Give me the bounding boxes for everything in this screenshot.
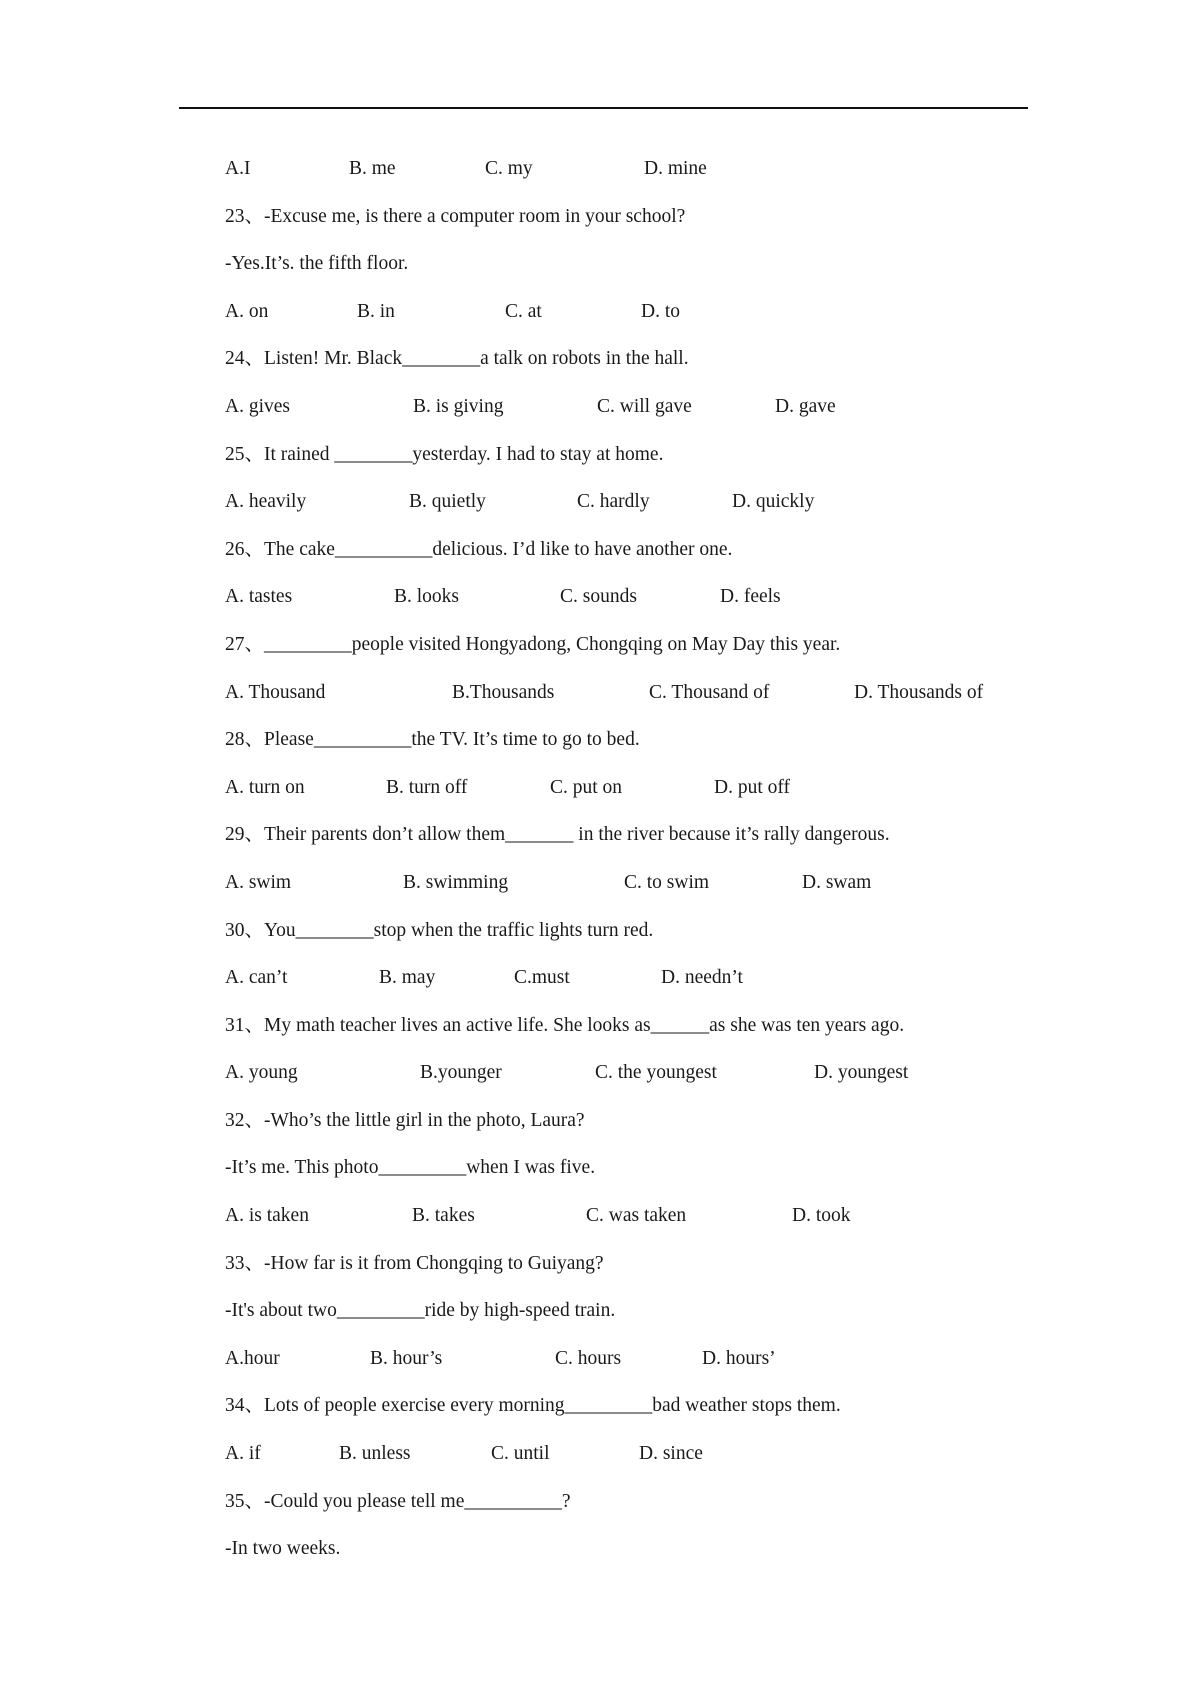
option-b: B. hour’s [370, 1347, 443, 1369]
question-text: 27、_________people visited Hongyadong, Chongqing on May Day this year. [225, 633, 841, 655]
option-d: D. put off [714, 776, 791, 798]
option-c: C. hours [555, 1347, 622, 1369]
option-a: A. Thousand [225, 681, 326, 703]
question-text: -Yes.It’s. the fifth floor. [225, 253, 409, 275]
option-a: A. tastes [225, 586, 293, 608]
option-d: D. took [792, 1205, 851, 1227]
question-text: -In two weeks. [225, 1538, 341, 1560]
option-d: D. hours’ [702, 1347, 776, 1369]
question-text: 33、-How far is it from Chongqing to Guiyang? [225, 1252, 604, 1274]
question-text: 34、Lots of people exercise every morning_________bad weather stops them. [225, 1395, 841, 1417]
option-d: D. mine [644, 158, 707, 179]
option-d: D. to [641, 300, 680, 322]
answer-options [225, 773, 1025, 821]
question-list [225, 154, 1025, 1582]
option-a: A. gives [225, 395, 290, 417]
option-c: C. put on [550, 776, 623, 798]
option-b: B. in [357, 300, 395, 322]
option-b: B. me [349, 158, 396, 179]
option-b: B. may [379, 967, 436, 989]
answer-options [225, 582, 1025, 630]
question-text: 32、-Who’s the little girl in the photo, Laura? [225, 1109, 585, 1131]
option-b: B.younger [420, 1062, 502, 1084]
option-d: D. feels [720, 586, 781, 608]
option-c: C. at [505, 300, 542, 322]
answer-options [225, 963, 1025, 1011]
option-b: B. takes [412, 1205, 475, 1227]
option-b: B. unless [339, 1443, 411, 1465]
option-b: B.Thousands [452, 681, 555, 703]
option-d: D. youngest [814, 1062, 909, 1084]
answer-options [225, 1201, 1025, 1249]
option-d: D. needn’t [661, 967, 743, 989]
option-d: D. gave [775, 395, 836, 417]
option-b: B. swimming [403, 871, 509, 893]
answer-options [225, 1439, 1025, 1487]
option-c: C. to swim [624, 871, 710, 893]
option-a: A. turn on [225, 776, 305, 798]
question-text: 26、The cake__________delicious. I’d like to have another one. [225, 538, 733, 560]
answer-options [225, 678, 1025, 726]
question-text: 28、Please__________the TV. It’s time to go to bed. [225, 729, 640, 751]
answer-options [225, 392, 1025, 440]
option-b: B. quietly [409, 491, 486, 513]
option-b: B. turn off [386, 776, 468, 798]
question-text: -It’s me. This photo_________when I was five. [225, 1157, 596, 1179]
question-text: 35、-Could you please tell me__________? [225, 1490, 571, 1512]
option-d: D. swam [802, 871, 872, 893]
option-a: A. can’t [225, 967, 288, 989]
option-a: A. young [225, 1062, 298, 1084]
option-d: D. since [639, 1443, 703, 1465]
question-text: 29、Their parents don’t allow them_______ in the river because it’s rally dangerous. [225, 824, 890, 846]
option-b: B. is giving [413, 395, 504, 417]
option-a: A. on [225, 300, 269, 322]
answer-options [225, 154, 1025, 202]
answer-options [225, 297, 1025, 345]
option-c: C. Thousand of [649, 681, 770, 703]
option-c: C. was taken [586, 1205, 687, 1227]
answer-options [225, 487, 1025, 535]
answer-options [225, 868, 1025, 916]
question-text: 31、My math teacher lives an active life. She looks as______as she was ten years ago. [225, 1014, 905, 1036]
option-c: C. until [491, 1443, 550, 1465]
question-text: 30、You________stop when the traffic lights turn red. [225, 919, 654, 941]
option-d: D. Thousands of [854, 681, 984, 703]
option-a: A.hour [225, 1347, 280, 1369]
question-text: 24、Listen! Mr. Black________a talk on robots in the hall. [225, 348, 689, 370]
option-b: B. looks [394, 586, 460, 608]
option-c: C. will gave [597, 395, 692, 417]
question-text: 25、It rained ________yesterday. I had to stay at home. [225, 443, 664, 465]
question-text: -It's about two_________ride by high-speed train. [225, 1300, 616, 1322]
option-a: A. if [225, 1443, 261, 1465]
option-c: C. my [485, 158, 533, 179]
option-c: C. the youngest [595, 1062, 717, 1084]
option-c: C. sounds [560, 586, 637, 608]
option-a: A. swim [225, 871, 292, 893]
question-text: 23、-Excuse me, is there a computer room in your school? [225, 205, 686, 227]
option-c: C.must [514, 967, 570, 989]
answer-options [225, 1058, 1025, 1106]
option-a: A. heavily [225, 491, 307, 513]
header-rule [179, 107, 1028, 109]
answer-options [225, 1344, 1025, 1392]
option-a: A.I [225, 158, 251, 179]
option-d: D. quickly [732, 491, 815, 513]
option-c: C. hardly [577, 491, 650, 513]
option-a: A. is taken [225, 1205, 309, 1227]
